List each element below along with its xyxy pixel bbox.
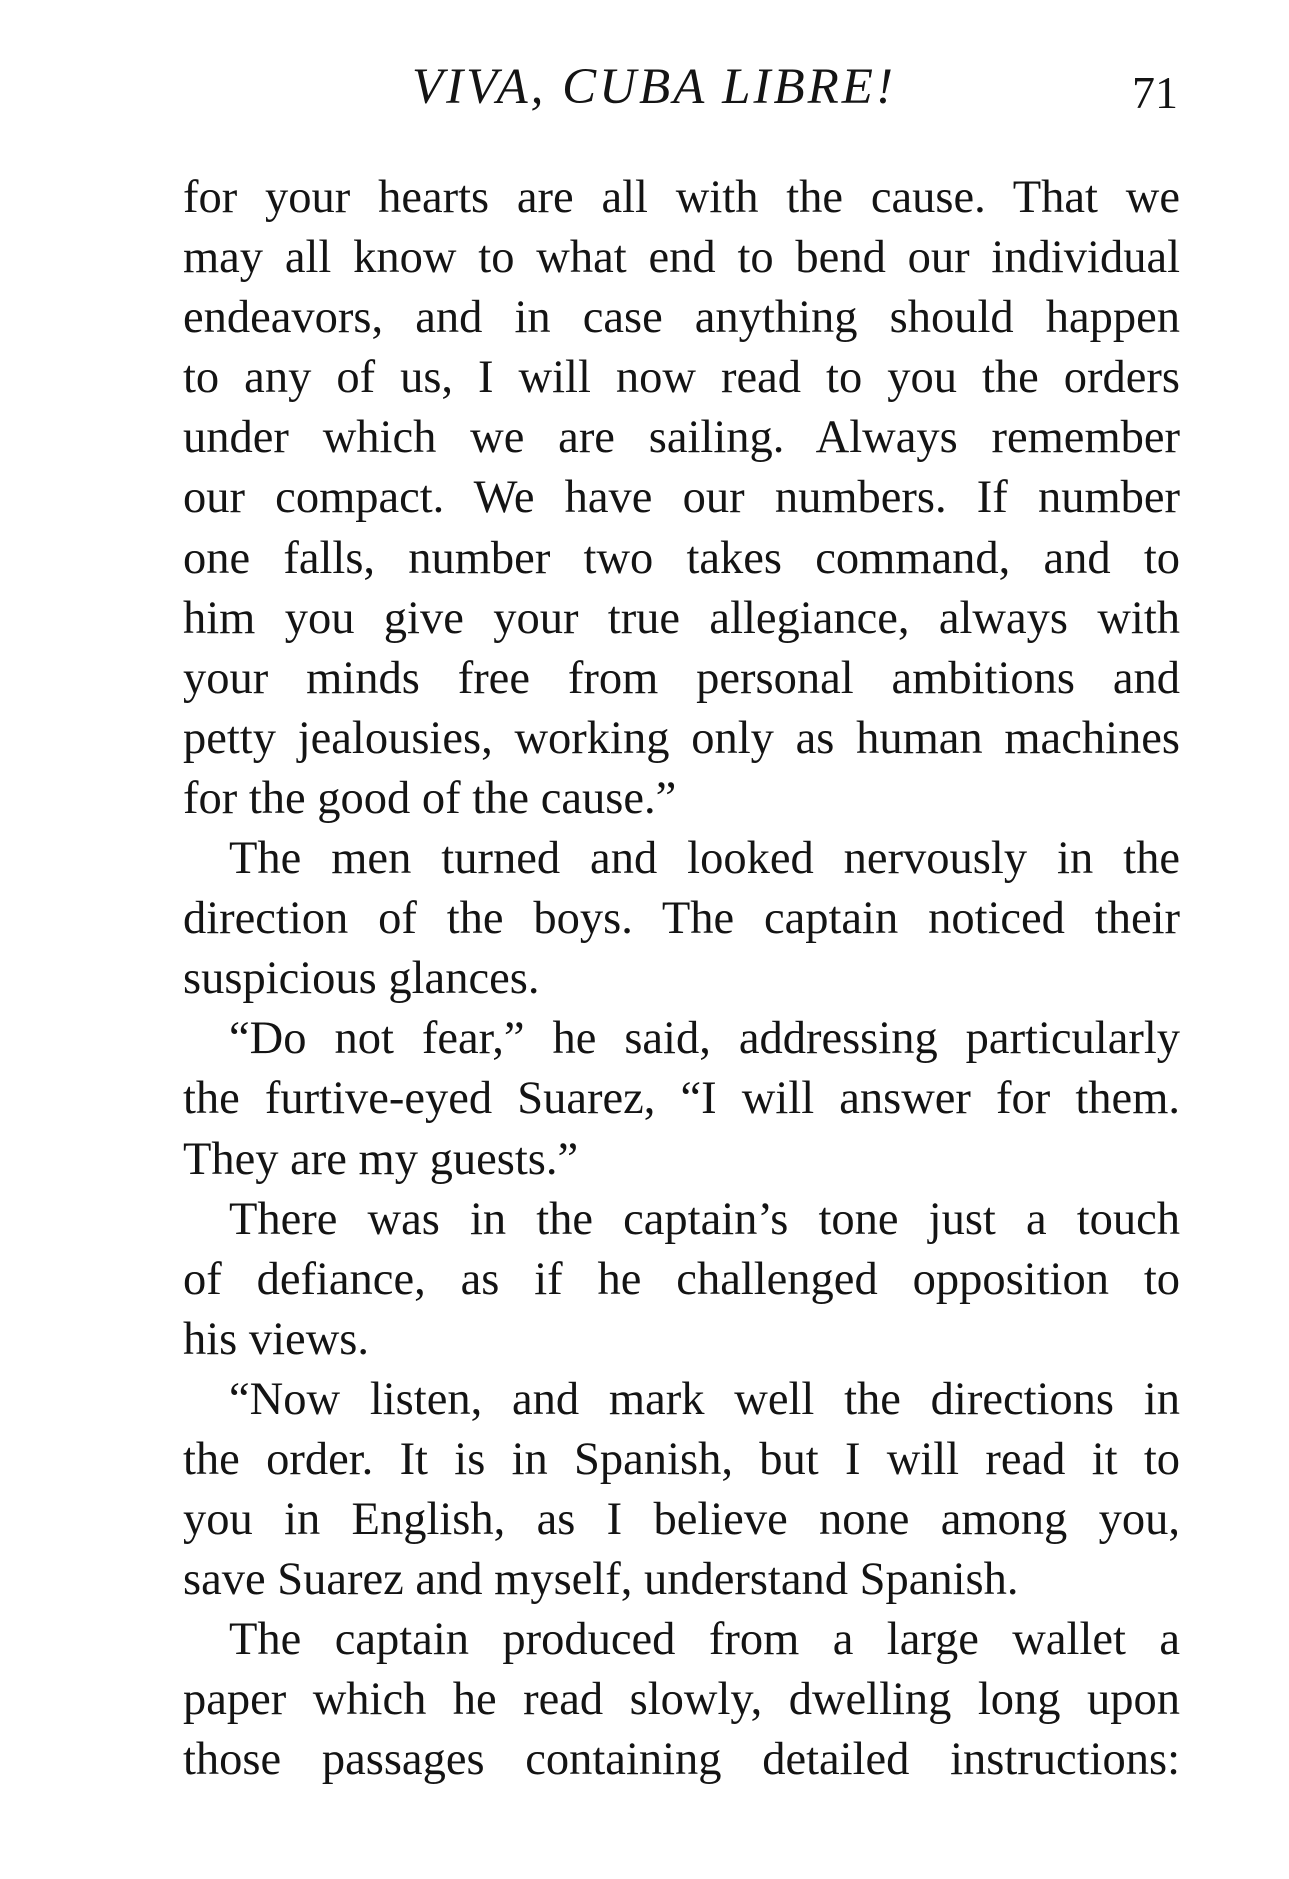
text-line: for your hearts are all with the cause. That we <box>183 172 1180 223</box>
text-line: may all know to what end to bend our individual <box>183 232 1180 284</box>
text-line: The men turned and looked nervously in the <box>229 833 1180 885</box>
paragraph <box>183 1190 1180 1370</box>
running-head <box>0 40 1289 130</box>
text-line: “Now listen, and mark well the directions in <box>229 1373 1180 1425</box>
text-line: petty jealousies, working only as human machines <box>183 712 1180 764</box>
text-line: paper which he read slowly, dwelling long upon <box>183 1674 1180 1726</box>
text-line: to any of us, I will now read to you the orders <box>183 352 1180 404</box>
text-line: his views. <box>183 1313 369 1365</box>
text-line: for the good of the cause.” <box>183 772 677 824</box>
paragraph <box>183 168 1180 829</box>
text-line: They are my guests.” <box>183 1133 579 1185</box>
text-line: “Do not fear,” he said, addressing particularly <box>229 1013 1180 1065</box>
text-line: save Suarez and myself, understand Spanish. <box>183 1554 1019 1606</box>
text-line: suspicious glances. <box>183 953 540 1005</box>
text-line: There was in the captain’s tone just a touch <box>229 1193 1180 1245</box>
text-line: of defiance, as if he challenged opposition to <box>183 1253 1180 1305</box>
paragraph <box>183 829 1180 1009</box>
text-line: your minds free from personal ambitions and <box>183 652 1180 704</box>
text-line: one falls, number two takes command, and to <box>183 532 1180 584</box>
text-line: our compact. We have our numbers. If number <box>183 472 1180 524</box>
text-line: the order. It is in Spanish, but I will read it to <box>183 1433 1180 1485</box>
paragraph <box>183 1009 1180 1189</box>
text-line: direction of the boys. The captain noticed their <box>183 893 1180 945</box>
text-line: you in English, as I believe none among you, <box>183 1494 1180 1546</box>
text-line: him you give your true allegiance, always with <box>183 592 1180 644</box>
paragraph <box>183 1370 1180 1610</box>
paragraph <box>183 1610 1180 1790</box>
text-line: the furtive-eyed Suarez, “I will answer for them. <box>183 1073 1180 1125</box>
text-line: under which we are sailing. Always remember <box>183 412 1180 464</box>
page-number: 71 <box>1132 67 1178 118</box>
text-line: those passages containing detailed instructions: <box>183 1734 1180 1786</box>
text-body <box>183 168 1180 1791</box>
text-line: endeavors, and in case anything should happen <box>183 292 1180 344</box>
running-title: VIVA, CUBA LIBRE! <box>412 59 896 115</box>
text-line: The captain produced from a large wallet a <box>229 1614 1180 1666</box>
